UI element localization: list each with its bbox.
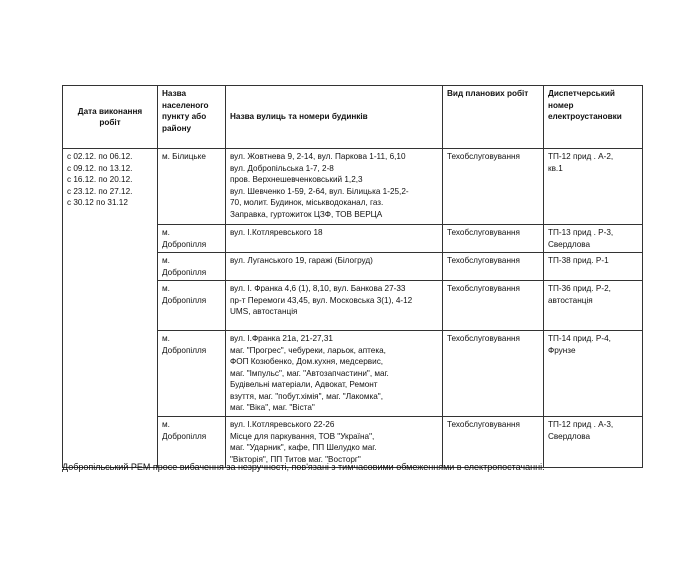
settlement-cell xyxy=(158,225,226,253)
dispatch-line: ТП-38 прид. Р-1 xyxy=(548,256,609,265)
settlement-line: м. xyxy=(162,420,170,429)
street-line: вул. І.Франка 21а, 21-27,31 xyxy=(230,334,333,343)
streets-cell xyxy=(226,225,443,253)
dispatch-number-cell xyxy=(544,331,643,417)
settlement-cell xyxy=(158,331,226,417)
table-row xyxy=(63,149,643,225)
outage-schedule-table xyxy=(62,85,643,468)
street-line: вул. Шевченко 1-59, 2-64, вул. Білицька 1-25,2- xyxy=(230,186,409,196)
dispatch-line: Свердлова xyxy=(548,239,591,249)
date-range-line: с 30.12 по 31.12 xyxy=(67,198,128,207)
settlement-line: Добропілля xyxy=(162,239,207,249)
dispatch-line: ТП-12 прид . А-3, xyxy=(548,420,614,429)
streets-cell xyxy=(226,149,443,225)
street-line: Будівельні матеріали, Адвокат, Ремонт xyxy=(230,380,378,389)
settlement-line: Добропілля xyxy=(162,345,207,355)
settlement-line: м. xyxy=(162,284,170,293)
street-line: Місце для паркування, ТОВ "Україна", xyxy=(230,431,375,441)
work-type-cell: Техобслуговування xyxy=(443,417,544,468)
street-line: маг. "Імпульс", маг. "Автозапчастини", маг. xyxy=(230,368,389,378)
street-line: взуття, маг. "побут.хімія", маг. "Лакомка", xyxy=(230,391,383,401)
street-line: "Вікторія", ПП Титов маг. "Восторг" xyxy=(230,454,361,464)
work-type-cell: Техобслуговування xyxy=(443,281,544,331)
dispatch-line: Фрунзе xyxy=(548,345,576,355)
header-work-type: Вид планових робіт xyxy=(443,86,544,149)
dispatch-line: Свердлова xyxy=(548,431,591,441)
settlement-line: м. Білицьке xyxy=(162,152,206,161)
settlement-line: м. xyxy=(162,256,170,265)
header-settlement: Назва населеного пункту або району xyxy=(158,86,226,149)
date-ranges-cell xyxy=(63,149,158,468)
street-line: вул. Добропільська 1-7, 2-8 xyxy=(230,163,334,173)
street-line: вул. Жовтнева 9, 2-14, вул. Паркова 1-11, 6,10 xyxy=(230,152,406,161)
dispatch-number-cell xyxy=(544,253,643,281)
street-line: вул. І.Котляревського 18 xyxy=(230,228,323,237)
work-type-cell: Техобслуговування xyxy=(443,149,544,225)
street-line: пр-т Перемоги 43,45, вул. Московська 3(1), 4-12 xyxy=(230,295,413,305)
settlement-cell xyxy=(158,253,226,281)
street-line: вул. Луганського 19, гаражі (Білогруд) xyxy=(230,256,373,265)
dispatch-number-cell xyxy=(544,149,643,225)
streets-cell xyxy=(226,417,443,468)
header-row xyxy=(63,86,643,149)
header-date: Дата виконання робіт xyxy=(63,86,158,149)
work-type-cell: Техобслуговування xyxy=(443,331,544,417)
street-line: маг. "Віка", маг. "Віста" xyxy=(230,403,315,412)
date-range-line: с 09.12. по 13.12. xyxy=(67,163,133,173)
dispatch-line: автостанція xyxy=(548,295,593,305)
date-range-line: с 23.12. по 27.12. xyxy=(67,186,133,196)
street-line: 70, молит. Будинок, міськводоканал, газ. xyxy=(230,198,384,207)
dispatch-line: ТП-36 прид. Р-2, xyxy=(548,284,611,293)
street-line: маг. "Ударник", кафе, ПП Шелудко маг. xyxy=(230,443,377,452)
settlement-line: м. xyxy=(162,228,170,237)
settlement-line: Добропілля xyxy=(162,295,207,305)
header-streets: Назва вулиць та номери будинків xyxy=(226,86,443,149)
dispatch-number-cell xyxy=(544,281,643,331)
dispatch-line: ТП-12 прид . А-2, xyxy=(548,152,614,161)
date-range-line: с 16.12. по 20.12. xyxy=(67,175,133,184)
street-line: вул. І.Котляревського 22-26 xyxy=(230,420,335,429)
dispatch-number-cell xyxy=(544,417,643,468)
work-type-cell: Техобслуговування xyxy=(443,253,544,281)
settlement-cell xyxy=(158,281,226,331)
street-line: маг. "Прогрес", чебуреки, ларьок, аптека, xyxy=(230,345,386,355)
street-line: Заправка, гуртожиток ЦЗФ, ТОВ ВЕРЦА xyxy=(230,209,383,219)
dispatch-line: ТП-14 прид. Р-4, xyxy=(548,334,611,343)
apology-note: Добропільський РЕМ просе вибачення за незручності, пов'язані з тимчасовими обмеженнями в електропостачанні. xyxy=(62,462,545,472)
settlement-line: Добропілля xyxy=(162,267,207,277)
street-line: ФОП Козюбенко, Дом.кухня, медсервис, xyxy=(230,357,384,366)
dispatch-number-cell xyxy=(544,225,643,253)
work-type-cell: Техобслуговування xyxy=(443,225,544,253)
settlement-cell xyxy=(158,417,226,468)
streets-cell xyxy=(226,331,443,417)
settlement-line: м. xyxy=(162,334,170,343)
street-line: UMS, автостанція xyxy=(230,307,298,316)
street-line: пров. Верхнешевченковський 1,2,3 xyxy=(230,175,363,184)
settlement-cell xyxy=(158,149,226,225)
header-dispatch-number: Диспетчерський номер електроустановки xyxy=(544,86,643,149)
streets-cell xyxy=(226,253,443,281)
settlement-line: Добропілля xyxy=(162,431,207,441)
dispatch-line: кв.1 xyxy=(548,163,563,173)
date-range-line: с 02.12. по 06.12. xyxy=(67,152,133,161)
street-line: вул. І. Франка 4,6 (1), 8,10, вул. Банкова 27-33 xyxy=(230,284,406,293)
dispatch-line: ТП-13 прид . Р-3, xyxy=(548,228,614,237)
streets-cell xyxy=(226,281,443,331)
